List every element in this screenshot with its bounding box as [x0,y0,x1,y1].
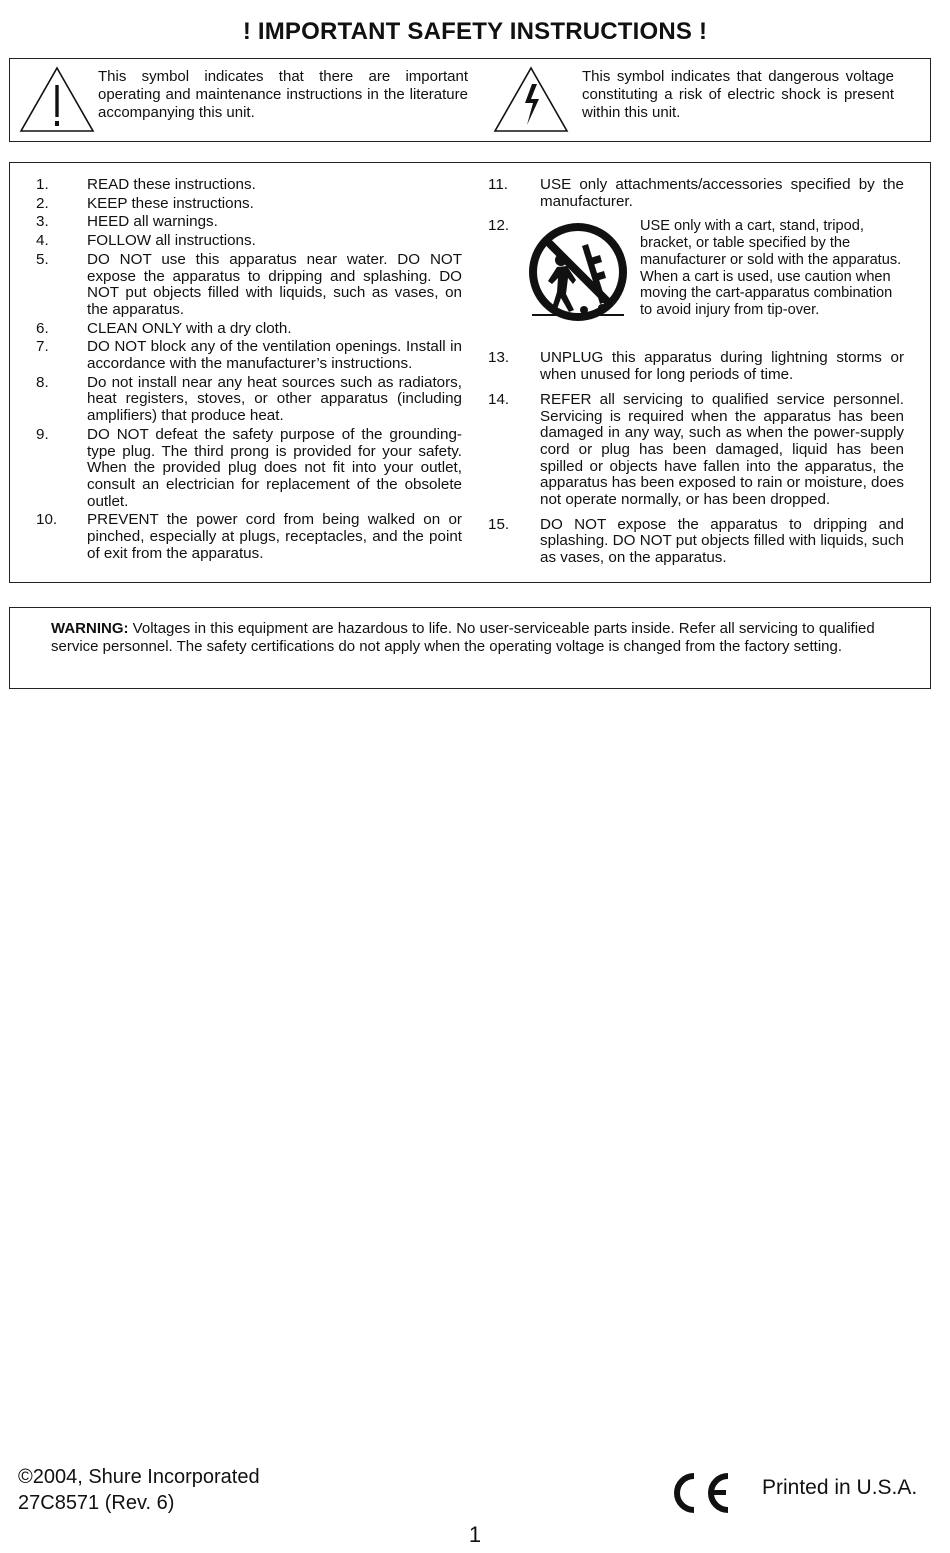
instruction-text: DO NOT expose the apparatus to dripping and splashing. DO NOT put objects filled with liquids, such as vases, on the apparatus. [540,515,904,567]
instruction-text: READ these instructions. [87,176,256,193]
instruction-number: 11. [488,176,508,193]
instruction-text: FOLLOW all instructions. [87,232,256,250]
instruction-text: USE only with a cart, stand, tripod, bracket, or table specified by the manufacturer or sold with the apparatus. When a cart is used, use caution when moving the cart-apparatus combination to avoid injury from tip-over. [640,218,902,318]
instruction-number: 4. [36,232,49,250]
instruction-item [488,517,904,567]
instruction-item [36,321,462,338]
instruction-number: 5. [36,250,49,268]
instruction-text: DO NOT use this apparatus near water. DO NOT expose the apparatus to dripping and splashing. DO NOT put objects filled with liquids, such as vases, on the apparatus. [87,250,462,318]
instruction-number: 6. [36,319,49,337]
exclamation-triangle-icon [18,65,96,135]
safety-symbols-box [9,58,931,142]
ce-mark-icon [668,1470,732,1516]
page-title: ! IMPORTANT SAFETY INSTRUCTIONS ! [242,18,708,45]
exclamation-symbol-text: This symbol indicates that there are important operating and maintenance instructions in the literature accompanying this unit. [98,68,468,121]
instruction-text: UNPLUG this apparatus during lightning storms or when unused for long periods of time. [540,349,904,384]
instruction-number: 15. [488,515,510,533]
page-number: 1 [468,1522,482,1547]
lightning-triangle-icon [492,65,570,135]
instruction-number: 3. [36,213,49,231]
footer-part-number: 27C8571 (Rev. 6) [18,1492,175,1514]
instruction-item [488,218,904,342]
instruction-text: DO NOT block any of the ventilation openings. Install in accordance with the manufacturer’s instructions. [87,338,462,373]
instruction-item [36,375,462,425]
instruction-number: 10. [36,511,58,529]
instruction-item [36,339,462,372]
instruction-number: 7. [36,338,49,356]
instruction-item [36,252,462,319]
instruction-number: 13. [488,349,510,367]
instruction-item [36,196,462,213]
instruction-item [36,512,462,562]
instruction-number: 1. [36,176,49,193]
instruction-text: HEED all warnings. [87,213,218,231]
instruction-text: CLEAN ONLY with a dry cloth. [87,319,292,337]
instruction-item [488,350,904,383]
instruction-item [36,177,462,194]
printed-in-usa: Printed in U.S.A. [762,1476,918,1499]
warning-box [9,607,931,689]
instruction-item [36,214,462,231]
footer-copyright: ©2004, Shure Incorporated [18,1466,260,1488]
warning-paragraph [51,620,891,657]
instructions-right-column [488,177,904,567]
instruction-number: 8. [36,373,49,391]
instruction-number: 14. [488,390,510,408]
instructions-left-column [36,177,462,562]
instruction-text: REFER all servicing to qualified service personnel. Servicing is required when the apparatus has been damaged in any way, such as when the power-supply cord or plug has been damaged, liquid has been spilled or objects have fallen into the apparatus, the apparatus has been exposed to rain or moisture, does not operate normally, or has been dropped. [540,390,904,509]
cart-tip-over-warning-icon [524,218,636,326]
instruction-item [36,233,462,250]
instruction-text: Do not install near any heat sources such as radiators, heat registers, stoves, or other apparatus (including amplifiers) that produce heat. [87,373,462,425]
instruction-text: KEEP these instructions. [87,194,254,212]
instructions-box [9,162,931,583]
warning-label: WARNING: [51,620,129,637]
warning-text: Voltages in this equipment are hazardous to life. No user-serviceable parts inside. Refer all servicing to qualified service personnel. The safety certifications do not apply when the operating voltage is changed from the factory setting. [51,620,875,656]
instruction-text: PREVENT the power cord from being walked on or pinched, especially at plugs, receptacles, and the point of exit from the apparatus. [87,511,462,562]
instruction-item [488,392,904,509]
instruction-number: 12. [488,217,510,235]
instruction-text: DO NOT defeat the safety purpose of the grounding-type plug. The third prong is provided for your safety. When the provided plug does not fit into your outlet, consult an electrician for replacement of the obsolete outlet. [87,425,462,510]
instruction-item [488,177,904,210]
instruction-number: 9. [36,425,49,443]
instruction-text: USE only attachments/accessories specified by the manufacturer. [540,176,904,210]
instruction-item [36,427,462,511]
instruction-number: 2. [36,194,49,212]
lightning-symbol-text: This symbol indicates that dangerous voltage constituting a risk of electric shock is present within this unit. [582,68,894,121]
